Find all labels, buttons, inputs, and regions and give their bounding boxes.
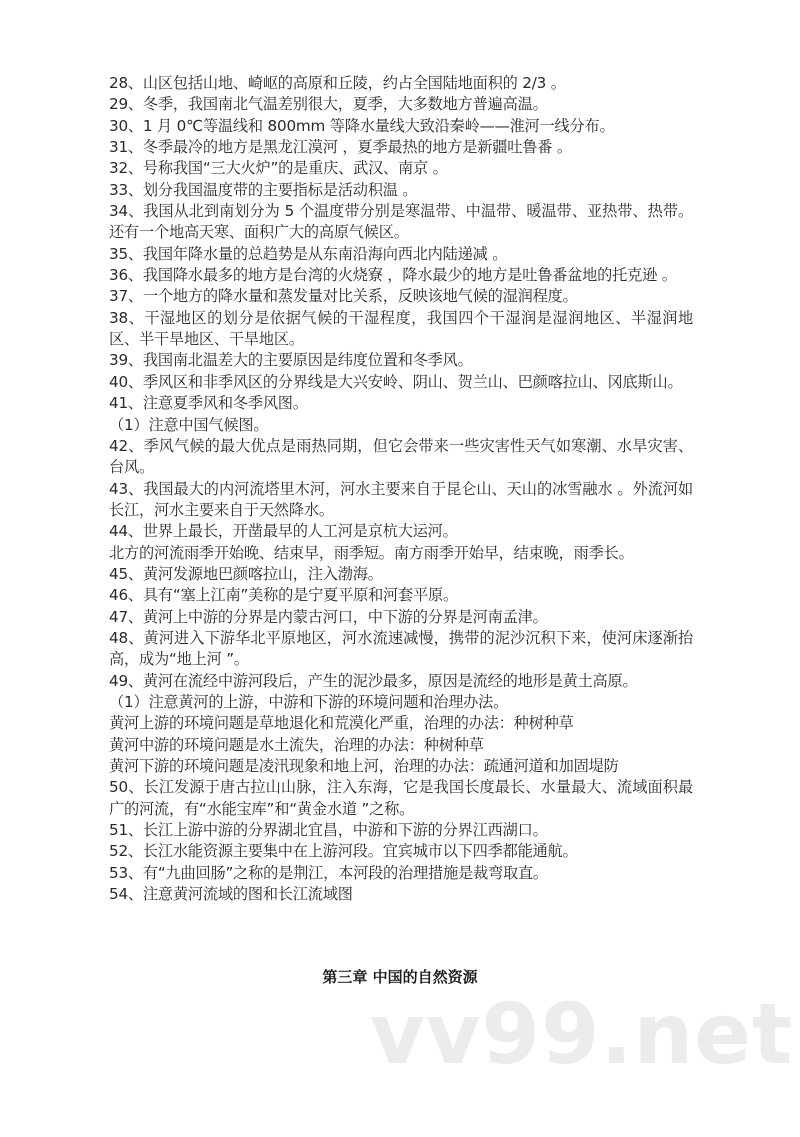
document-line: 28、山区包括山地、崎岖的高原和丘陵，约占全国陆地面积的 2/3 。 bbox=[109, 74, 566, 92]
watermark: vv99.net bbox=[370, 985, 794, 1083]
document-line: 35、我国年降水量的总趋势是从东南沿海向西北内陆递减 。 bbox=[109, 244, 508, 263]
document-line: 51、长江上游中游的分界湖北宜昌，中游和下游的分界江西湖口。 bbox=[109, 821, 548, 840]
document-line: 黄河上游的环境问题是草地退化和荒漠化严重，治理的办法：种树种草 bbox=[109, 714, 574, 733]
document-line: 30、1 月 0℃等温线和 800mm 等降水量线大致沿秦岭——淮河一线分布。 bbox=[109, 116, 615, 135]
document-line: 29、冬季，我国南北气温差别很大，夏季，大多数地方普遍高温。 bbox=[109, 95, 548, 114]
document-line: （1）注意黄河的上游，中游和下游的环境问题和治理办法。 bbox=[109, 692, 509, 711]
document-line: 54、注意黄河流域的图和长江流域图 bbox=[109, 885, 353, 904]
document-line: 52、长江水能资源主要集中在上游河段。宜宾城市以下四季都能通航。 bbox=[109, 842, 578, 861]
document-line: 44、世界上最长，开凿最早的人工河是京杭大运河。 bbox=[109, 522, 458, 541]
chapter-heading: 第三章 中国的自然资源 bbox=[322, 968, 478, 986]
document-line: 31、冬季最冷的地方是黑龙江漠河 ，夏季最热的地方是新疆吐鲁番 。 bbox=[109, 138, 572, 157]
document-line: 49、黄河在流经中游河段后，产生的泥沙最多，原因是流经的地形是黄土高原。 bbox=[109, 671, 638, 690]
document-line: 46、具有“塞上江南”美称的是宁夏平原和河套平原。 bbox=[109, 586, 458, 605]
document-line: 37、一个地方的降水量和蒸发量对比关系，反映该地气候的湿润程度。 bbox=[109, 287, 578, 306]
document-line: 50、长江发源于唐古拉山山脉，注入东海，它是我国长度最长、水量最大、流域面积最广的河流，有“水能宝库”和“黄金水道 ”之称。 bbox=[109, 778, 693, 818]
document-line: 33、划分我国温度带的主要指标是活动积温 。 bbox=[109, 180, 418, 199]
document-line: 黄河下游的环境问题是凌汛现象和地上河，治理的办法：疏通河道和加固堤防 bbox=[109, 757, 619, 775]
document-line: 42、季风气候的最大优点是雨热同期，但它会带来一些灾害性天气如寒潮、水旱灾害、台风。 bbox=[109, 436, 693, 477]
document-line: （1）注意中国气候图。 bbox=[109, 415, 269, 434]
document-line: 黄河中游的环境问题是水土流失，治理的办法：种树种草 bbox=[109, 735, 484, 754]
document-line: 北方的河流雨季开始晚、结束早，雨季短。南方雨季开始早，结束晚，雨季长。 bbox=[109, 543, 634, 562]
document-body bbox=[109, 73, 693, 905]
document-line: 47、黄河上中游的分界是内蒙古河口，中下游的分界是河南孟津。 bbox=[109, 607, 548, 626]
document-line: 32、号称我国“三大火炉”的是重庆、武汉、南京 。 bbox=[109, 159, 448, 178]
document-line: 48、黄河进入下游华北平原地区，河水流速减慢，携带的泥沙沉积下来，使河床逐渐抬高，成为“地上河 ”。 bbox=[109, 628, 693, 669]
document-line: 53、有“九曲回肠”之称的是荆江，本河段的治理措施是裁弯取直。 bbox=[109, 863, 548, 882]
document-line: 43、我国最大的内河流塔里木河，河水主要来自于昆仑山、天山的冰雪融水 。外流河如长江，河水主要来自于天然降水。 bbox=[109, 479, 693, 519]
document-line: 34、我国从北到南划分为 5 个温度带分别是寒温带、中温带、暖温带、亚热带、热带。还有一个地高天寒、面积广大的高原气候区。 bbox=[109, 202, 693, 242]
document-line: 45、黄河发源地巴颜喀拉山，注入渤海。 bbox=[109, 564, 383, 583]
document-line: 40、季风区和非季风区的分界线是大兴安岭、阴山、贺兰山、巴颜喀拉山、冈底斯山。 bbox=[109, 372, 683, 391]
document-line: 41、注意夏季风和冬季风图。 bbox=[109, 394, 308, 413]
document-line: 38、干湿地区的划分是依据气候的干湿程度，我国四个干湿润是湿润地区、半湿润地区、半干旱地区、干旱地区。 bbox=[109, 308, 693, 349]
document-line: 36、我国降水最多的地方是台湾的火烧寮 ，降水最少的地方是吐鲁番盆地的托克逊 。 bbox=[109, 266, 677, 285]
document-line: 39、我国南北温差大的主要原因是纬度位置和冬季风。 bbox=[109, 351, 473, 370]
